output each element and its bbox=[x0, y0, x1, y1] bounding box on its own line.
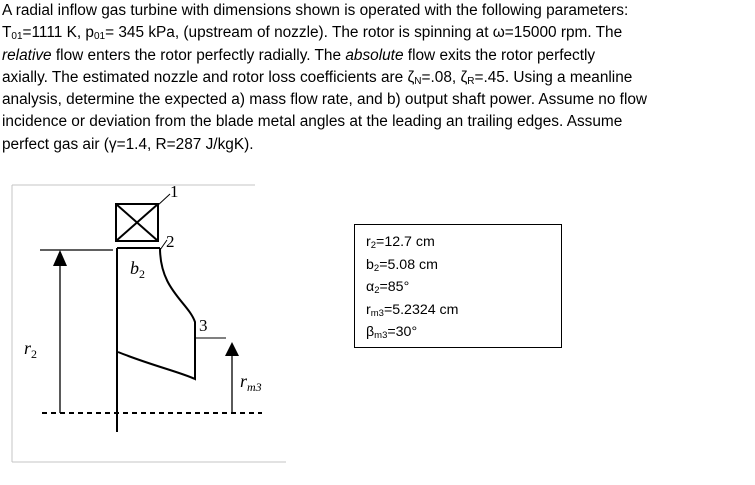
param-b2-symbol: b bbox=[366, 256, 374, 273]
r2-arrow-up bbox=[53, 250, 67, 266]
param-r2-value: =12.7 cm bbox=[376, 234, 435, 250]
problem-line-7: perfect gas air (γ=1.4, R=287 J/kgK). bbox=[2, 135, 254, 153]
turbine-diagram bbox=[0, 176, 290, 476]
problem-line-1: A radial inflow gas turbine with dimensions shown is operated with the following parameters: bbox=[2, 2, 629, 19]
line4-text-b: =.08, ζ bbox=[421, 68, 468, 86]
param-rm3 bbox=[366, 299, 561, 322]
zeta-r-subscript: R bbox=[467, 75, 475, 87]
param-rm3-subscript: m3 bbox=[370, 307, 384, 319]
problem-line-6: incidence or deviation from the blade metal angles at the leading an trailing edges. Assume bbox=[2, 113, 623, 131]
rm3-arrow-up bbox=[225, 342, 239, 356]
param-alpha2-subscript: 2 bbox=[374, 285, 380, 297]
param-betam3-subscript: m3 bbox=[374, 330, 388, 342]
station3-label: 3 bbox=[199, 316, 208, 335]
problem-line-3 bbox=[2, 45, 752, 67]
T01-symbol: T bbox=[2, 24, 12, 42]
p01-subscript: 01 bbox=[93, 31, 106, 43]
problem-statement bbox=[2, 0, 752, 156]
station2-label: 2 bbox=[166, 232, 175, 251]
T01-value: =1111 K, bbox=[22, 24, 86, 42]
problem-line-4 bbox=[2, 67, 752, 89]
problem-line-2 bbox=[2, 22, 752, 44]
relative-emphasis: relative bbox=[2, 46, 52, 64]
problem-line-5: analysis, determine the expected a) mass flow rate, and b) output shaft power. Assume no flow bbox=[2, 91, 648, 109]
param-alpha2 bbox=[366, 276, 561, 299]
param-r2-symbol: r bbox=[366, 234, 371, 250]
zeta-n-subscript: N bbox=[414, 75, 422, 87]
param-betam3 bbox=[366, 321, 561, 344]
station1-leader bbox=[157, 194, 170, 206]
param-betam3-value: =30° bbox=[387, 324, 418, 341]
line3-text-b: flow exits the rotor perfectly bbox=[403, 46, 596, 64]
parameter-box bbox=[354, 224, 562, 348]
param-betam3-symbol: β bbox=[366, 324, 375, 341]
T01-subscript: 01 bbox=[11, 31, 23, 43]
rm3-label: $r_{m3}$ bbox=[240, 371, 262, 394]
param-b2-value: =5.08 cm bbox=[379, 256, 438, 273]
param-b2 bbox=[366, 254, 561, 277]
rotor-shroud bbox=[160, 248, 195, 338]
r2-label: $r_2$ bbox=[24, 338, 38, 361]
p01-value: = 345 kPa, (upstream of nozzle). The rotor is spinning at ω=15000 rpm. The bbox=[105, 24, 623, 42]
station1-label: 1 bbox=[170, 182, 179, 201]
param-rm3-symbol: r bbox=[366, 301, 371, 318]
p01-symbol: p bbox=[85, 24, 94, 42]
param-r2-subscript: 2 bbox=[370, 240, 377, 251]
param-b2-subscript: 2 bbox=[373, 262, 380, 274]
line4-text-c: =.45. Using a meanline bbox=[474, 68, 633, 86]
b2-label: $b_2$ bbox=[130, 258, 145, 281]
rotor-hub bbox=[118, 338, 195, 379]
param-rm3-value: =5.2324 cm bbox=[383, 301, 459, 318]
line4-text-a: axially. The estimated nozzle and rotor loss coefficients are ζ bbox=[2, 68, 415, 86]
param-r2 bbox=[366, 231, 561, 254]
param-alpha2-value: =85° bbox=[379, 279, 410, 296]
param-alpha2-symbol: α bbox=[366, 279, 375, 296]
absolute-emphasis: absolute bbox=[345, 46, 404, 64]
line3-text-a: flow enters the rotor perfectly radially. The bbox=[51, 46, 346, 64]
